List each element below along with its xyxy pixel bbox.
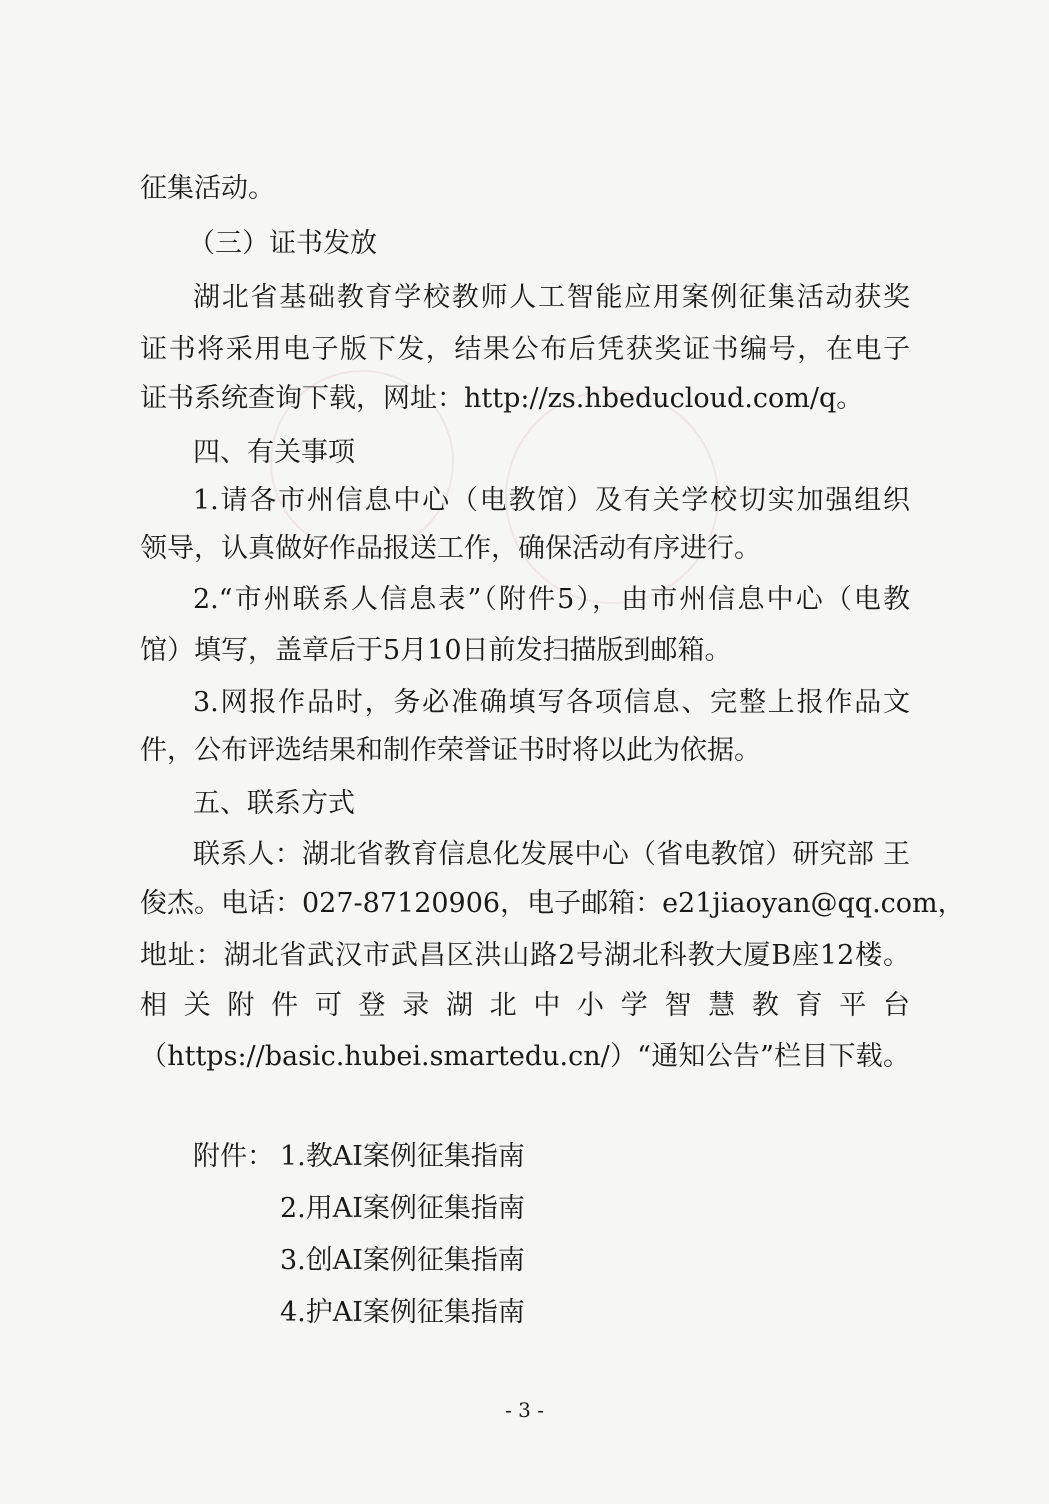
text-line-8: 领导，认真做好作品报送工作，确保活动有序进行。 bbox=[140, 533, 761, 564]
page-number: - 3 - bbox=[505, 1398, 544, 1422]
text-line-1: 征集活动。 bbox=[140, 173, 275, 204]
section-heading-contact: 五、联系方式 bbox=[193, 788, 355, 819]
text-line-11: 3.网报作品时，务必准确填写各项信息、完整上报作品文 bbox=[193, 687, 910, 718]
text-line-10: 馆）填写，盖章后于5月10日前发扫描版到邮箱。 bbox=[140, 635, 732, 666]
text-line-12: 件，公布评选结果和制作荣誉证书时将以此为依据。 bbox=[140, 735, 761, 766]
text-line-5: 证书系统查询下载，网址：http://zs.hbeducloud.com/q。 bbox=[140, 383, 864, 414]
text-line-7: 1.请各市州信息中心（电教馆）及有关学校切实加强组织 bbox=[193, 485, 910, 516]
section-heading-certificate: （三）证书发放 bbox=[188, 228, 377, 259]
text-line-9: 2.“市州联系人信息表”（附件5），由市州信息中心（电教 bbox=[193, 584, 910, 615]
text-line-18: （https://basic.hubei.smartedu.cn/）“通知公告”栏目下载。 bbox=[140, 1041, 910, 1072]
attachment-item-2: 2.用AI案例征集指南 bbox=[280, 1193, 525, 1224]
text-line-15: 俊杰。电话：027-87120906，电子邮箱：e21jiaoyan@qq.com， bbox=[140, 888, 965, 919]
attachments-label: 附件： bbox=[193, 1141, 274, 1172]
attachment-item-1: 1.教AI案例征集指南 bbox=[280, 1141, 525, 1172]
attachment-item-4: 4.护AI案例征集指南 bbox=[280, 1297, 525, 1328]
text-line-14: 联系人：湖北省教育信息化发展中心（省电教馆）研究部 王 bbox=[193, 839, 910, 870]
text-line-17: 相关附件可登录湖北中小学智慧教育平台 bbox=[140, 990, 910, 1021]
text-line-16: 地址：湖北省武汉市武昌区洪山路2号湖北科教大厦B座12楼。 bbox=[140, 940, 910, 971]
attachment-item-3: 3.创AI案例征集指南 bbox=[280, 1245, 525, 1276]
text-line-4: 证书将采用电子版下发，结果公布后凭获奖证书编号，在电子 bbox=[140, 334, 910, 365]
text-line-3: 湖北省基础教育学校教师人工智能应用案例征集活动获奖 bbox=[193, 282, 910, 313]
section-heading-matters: 四、有关事项 bbox=[193, 437, 355, 468]
